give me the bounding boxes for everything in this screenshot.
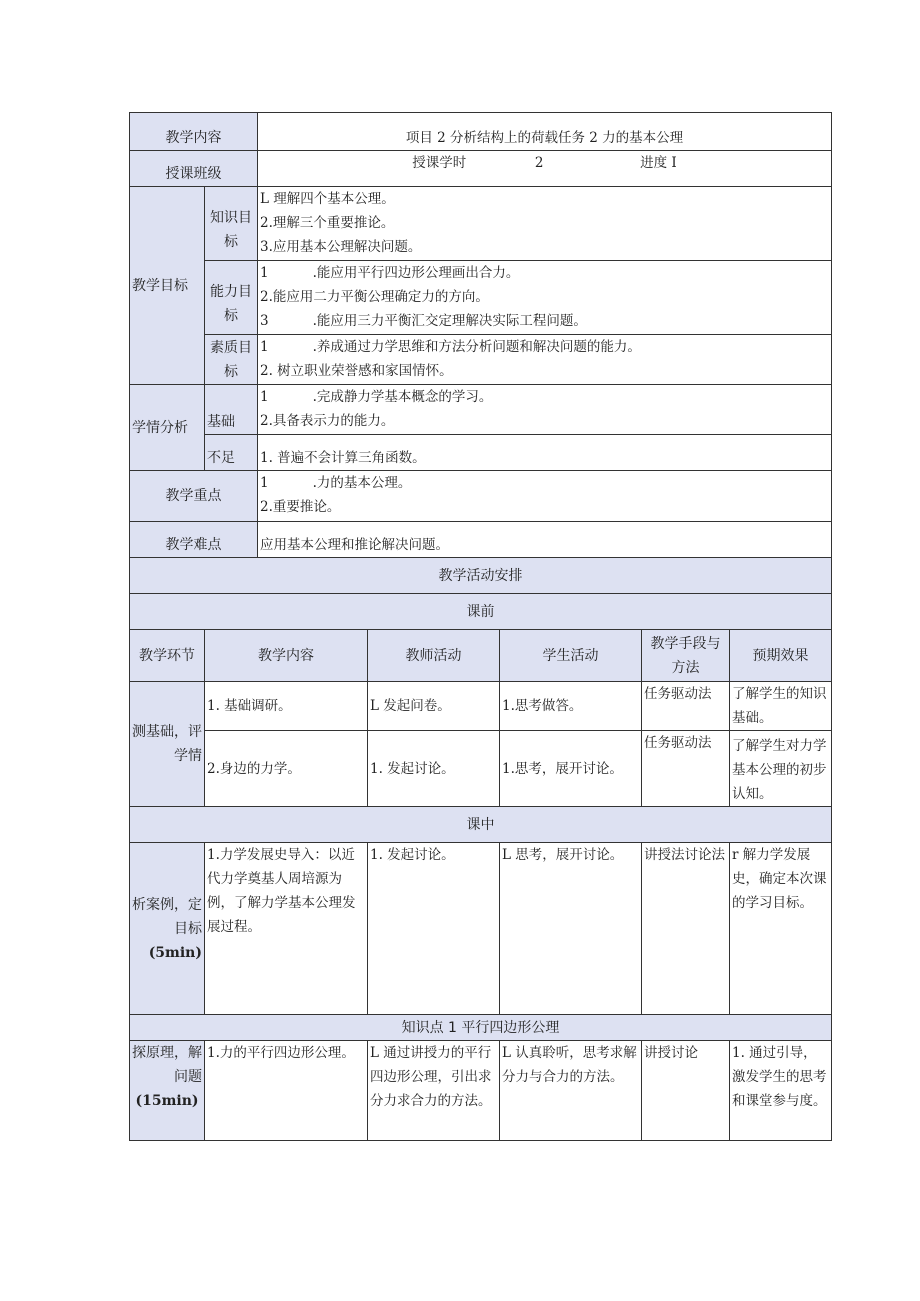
row-student: 1.思考，展开讨论。 [500,731,642,807]
ability-label: 能力目标 [205,261,258,335]
class-info [258,151,832,187]
class-row [130,151,832,187]
knowledge-point-stage [130,1041,205,1141]
row-method: 讲授讨论 [642,1041,730,1141]
activity-title: 教学活动安排 [130,558,832,594]
column-header-content: 教学内容 [205,630,368,682]
knowledge-point-title: 知识点 1 平行四边形公理 [130,1015,832,1041]
basic-item: 2.具备表示力的能力。 [260,413,395,429]
difficulty-label: 教学难点 [130,522,258,558]
knowledge-list [258,187,832,261]
row-effect: 1. 通过引导，激发学生的思考和课堂参与度。 [730,1041,832,1141]
row-student: L 思考，展开讨论。 [500,843,642,1015]
key-point-item: 1 .力的基本公理。 [260,475,412,491]
content-label: 教学内容 [130,113,258,151]
row-student: L 认真聆听，思考求解分力与合力的方法。 [500,1041,642,1141]
table-row [130,682,832,731]
column-header-stage: 教学环节 [130,630,205,682]
row-method: 任务驱动法 [642,682,730,731]
lack-row [130,435,832,471]
progress-label: 进度 I [640,155,677,171]
table-row [130,731,832,807]
knowledge-point-title-row [130,1015,832,1041]
knowledge-item: 2.理解三个重要推论。 [260,215,395,231]
in-class-title-row [130,807,832,843]
in-class-duration: (5min) [148,944,202,961]
knowledge-label: 知识目标 [205,187,258,261]
hours-label: 授课学时 [412,155,467,171]
ability-objective-row [130,261,832,335]
content-row [130,113,832,151]
key-points-label: 教学重点 [130,471,258,522]
row-student: 1.思考做答。 [500,682,642,731]
knowledge-point-stage-text: 探原理，解问题 [132,1045,202,1085]
in-class-title: 课中 [130,807,832,843]
ability-item: 3 .能应用三力平衡汇交定理解决实际工程问题。 [260,313,587,329]
column-header-effect: 预期效果 [730,630,832,682]
knowledge-objective-row [130,187,832,261]
quality-list [258,335,832,385]
row-effect: r 解力学发展史，确定本次课的学习目标。 [730,843,832,1015]
ability-list [258,261,832,335]
knowledge-point-duration: (15min) [135,1093,199,1109]
pre-class-title-row [130,594,832,630]
row-teacher: L 发起问卷。 [368,682,500,731]
lack-label: 不足 [205,435,258,471]
knowledge-item: 3.应用基本公理解决问题。 [260,239,422,255]
objectives-label: 教学目标 [130,187,205,385]
quality-label: 素质目标 [205,335,258,385]
pre-class-stage: 测基础，评学情 [130,682,205,807]
column-header-student: 学生活动 [500,630,642,682]
column-header-row [130,630,832,682]
basic-row [130,385,832,435]
hours-value: 2 [534,155,544,171]
lesson-plan-sheet [129,112,831,1141]
basic-label: 基础 [205,385,258,435]
quality-item: 1 .养成通过力学思维和方法分析问题和解决问题的能力。 [260,339,641,355]
row-effect: 了解学生对力学基本公理的初步认知。 [730,731,832,807]
pre-class-title: 课前 [130,594,832,630]
knowledge-item: L 理解四个基本公理。 [260,191,395,207]
column-header-teacher: 教师活动 [368,630,500,682]
row-method: 任务驱动法 [642,731,730,807]
row-teacher: 1. 发起讨论。 [368,843,500,1015]
row-method: 讲授法讨论法 [642,843,730,1015]
quality-item: 2. 树立职业荣誉感和家国情怀。 [260,363,453,379]
lack-value: 1. 普遍不会计算三角函数。 [258,435,832,471]
lesson-plan-table [129,112,832,1141]
analysis-label: 学情分析 [130,385,205,471]
in-class-stage [130,843,205,1015]
basic-list [258,385,832,435]
difficulty-row [130,522,832,558]
row-content: 1.力学发展史导入：以近代力学奠基人周培源为例，了解力学基本公理发展过程。 [205,843,368,1015]
key-point-item: 2.重要推论。 [260,499,341,515]
table-row [130,1041,832,1141]
ability-item: 1 .能应用平行四边形公理画出合力。 [260,265,520,281]
quality-objective-row [130,335,832,385]
ability-item: 2.能应用二力平衡公理确定力的方向。 [260,289,489,305]
content-value: 项目 2 分析结构上的荷载任务 2 力的基本公理 [258,113,832,151]
basic-item: 1 .完成静力学基本概念的学习。 [260,389,493,405]
in-class-stage-text: 析案例，定目标 [132,896,202,937]
row-content: 1.力的平行四边形公理。 [205,1041,368,1141]
key-points-list [258,471,832,522]
row-effect: 了解学生的知识基础。 [730,682,832,731]
key-points-row [130,471,832,522]
row-content: 2.身边的力学。 [205,731,368,807]
row-teacher: 1. 发起讨论。 [368,731,500,807]
row-teacher: L 通过讲授力的平行四边形公理，引出求分力求合力的方法。 [368,1041,500,1141]
class-label: 授课班级 [130,151,258,187]
row-content: 1. 基础调研。 [205,682,368,731]
difficulty-value: 应用基本公理和推论解决问题。 [258,522,832,558]
column-header-method: 教学手段与方法 [642,630,730,682]
activity-title-row [130,558,832,594]
table-row [130,843,832,1015]
